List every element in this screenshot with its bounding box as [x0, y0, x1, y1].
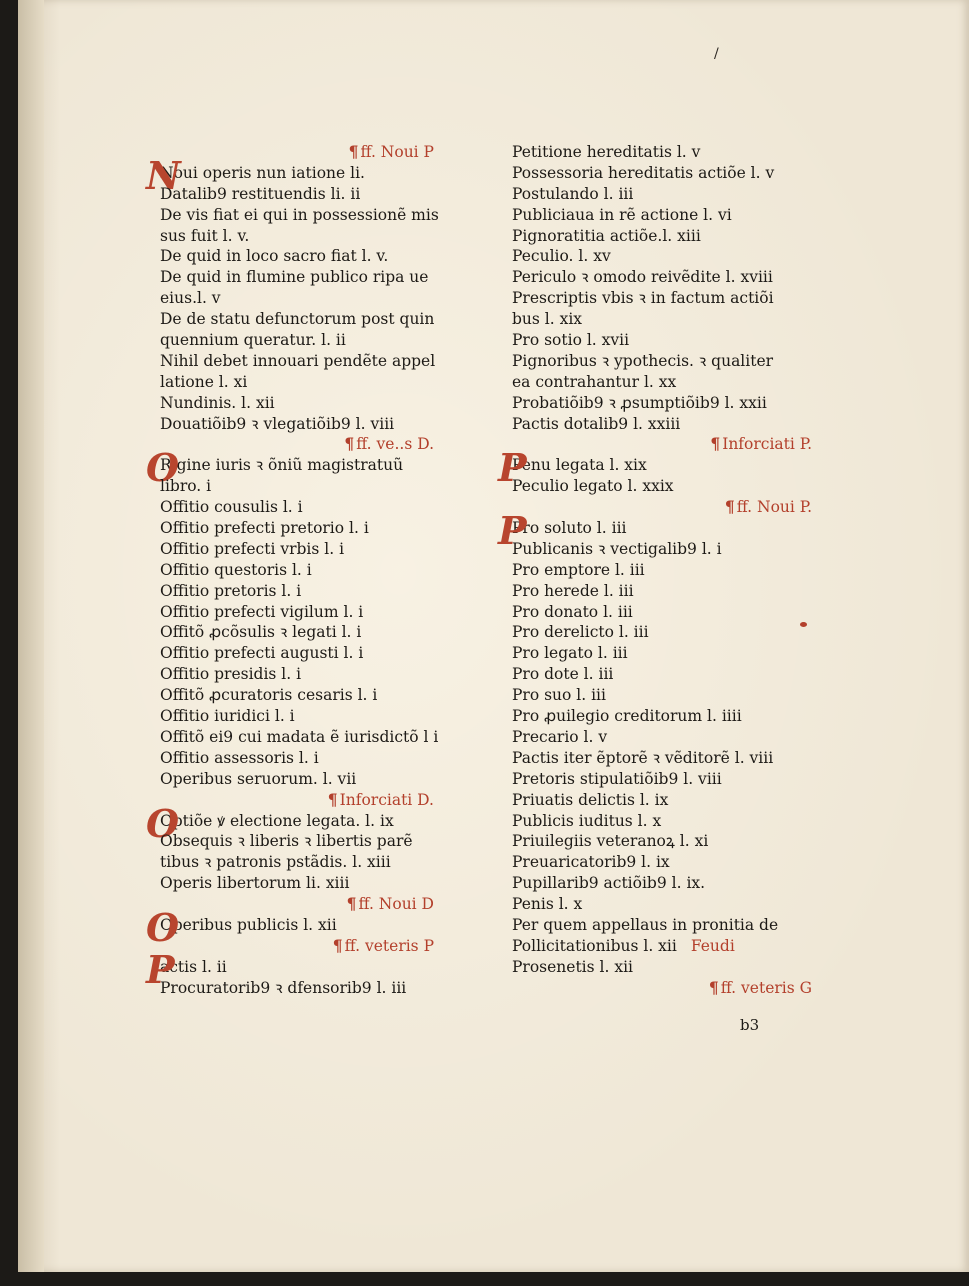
index-entry	[160, 602, 460, 623]
entry-text: ff. Noui D	[358, 895, 434, 914]
index-entry	[160, 393, 460, 414]
section-heading	[160, 434, 460, 455]
entry-text: Pro donato l. iii	[512, 602, 633, 621]
entry-text: ea contrahantur l. xx	[512, 372, 677, 391]
index-entry	[512, 351, 812, 372]
entry-text: Precario l. v	[512, 727, 608, 746]
index-entry	[512, 790, 812, 811]
entry-text: Pro legato l. iii	[512, 644, 628, 663]
entry-text: De quid in flumine publico ripa ue	[160, 268, 429, 287]
entry-text: Offitio iuridici l. i	[160, 707, 295, 726]
index-entry	[160, 372, 460, 393]
entry-text: quennium queratur. l. ii	[160, 331, 346, 350]
entry-text: libro. i	[160, 477, 212, 496]
index-entry	[160, 226, 460, 247]
entry-text: Noui operis nun iatione li.	[160, 163, 365, 182]
index-entry	[512, 811, 812, 832]
index-entry	[512, 748, 812, 769]
entry-text: Nundinis. l. xii	[160, 393, 275, 412]
entry-text: Pretoris stipulatiõib9 l. viii	[512, 769, 722, 788]
entry-text: tibus ꝛ patronis pstãdis. l. xiii	[160, 853, 391, 872]
index-entry	[512, 288, 812, 309]
entry-text: Possessoria hereditatis actiõe l. v	[512, 163, 775, 182]
entry-text: Pro emptore l. iii	[512, 560, 645, 579]
index-entry	[512, 560, 812, 581]
index-entry	[160, 706, 460, 727]
index-entry	[512, 957, 812, 978]
pilcrow-icon: ¶	[346, 894, 357, 914]
index-entry	[512, 894, 812, 915]
index-entry	[512, 727, 812, 748]
index-entry	[160, 518, 460, 539]
entry-text: Offitio prefecti vigilum l. i	[160, 602, 364, 621]
entry-text: De de statu defunctorum post quin	[160, 310, 435, 329]
entry-text: Pactis iter ẽptorẽ ꝛ vẽditorẽ l. viii	[512, 748, 774, 767]
pilcrow-icon: ¶	[332, 935, 343, 955]
entry-text: Offitio questoris l. i	[160, 560, 312, 579]
pilcrow-icon: ¶	[724, 497, 735, 517]
entry-text: Offitõ ꝓcuratoris cesaris l. i	[160, 686, 378, 705]
entry-text: Prescriptis vbis ꝛ in factum actiõi	[512, 289, 774, 308]
entry-text: Pactis dotalib9 l. xxiii	[512, 414, 681, 433]
index-entry	[512, 664, 812, 685]
entry-text: Nihil debet innouari pendẽte appel	[160, 351, 436, 370]
rubric-tail: Feudi	[690, 936, 735, 955]
entry-text: Pro ꝓuilegio creditorum l. iiii	[512, 707, 742, 726]
section-heading	[512, 978, 812, 999]
section-heading	[512, 497, 812, 518]
index-entry	[160, 664, 460, 685]
entry-text: Pro derelicto l. iii	[512, 623, 649, 642]
entry-text: Pro soluto l. iii	[512, 519, 627, 538]
index-entry	[512, 622, 812, 643]
index-entry	[160, 852, 460, 873]
entry-text: Pro dote l. iii	[512, 665, 614, 684]
index-entry	[512, 539, 812, 560]
rubricated-initial: P	[498, 445, 527, 491]
ink-stroke-mark: /	[714, 46, 719, 62]
index-entry	[160, 622, 460, 643]
index-entry	[160, 831, 460, 852]
entry-text: Procuratorib9 ꝛ dfensorib9 l. iii	[160, 978, 407, 997]
index-entry	[160, 873, 460, 894]
rubricated-initial: P	[146, 946, 175, 992]
entry-text: Offitõ ei9 cui madata ẽ iurisdictõ l i	[160, 727, 439, 746]
entry-text: Obsequis ꝛ liberis ꝛ libertis parẽ	[160, 832, 413, 851]
entry-text: Per quem appellaus in pronitia de	[512, 915, 779, 934]
entry-text: Pro suo l. iii	[512, 686, 606, 705]
entry-text: Pro sotio l. xvii	[512, 331, 630, 350]
rubricated-initial: P	[498, 508, 527, 554]
index-entry	[160, 351, 460, 372]
entry-text: Inforciati P.	[722, 435, 812, 454]
index-entry	[512, 831, 812, 852]
index-entry	[160, 497, 460, 518]
entry-text: Offitio prefecti augusti l. i	[160, 644, 364, 663]
index-entry	[512, 706, 812, 727]
index-entry	[160, 330, 460, 351]
index-entry	[512, 581, 812, 602]
entry-text: Offitio prefecti pretorio l. i	[160, 519, 369, 538]
left-column	[146, 142, 460, 999]
index-entry	[160, 560, 460, 581]
index-entry	[160, 288, 460, 309]
section-heading	[160, 142, 460, 163]
entry-text: Operis libertorum li. xiii	[160, 874, 350, 893]
entry-text: Petitione hereditatis l. v	[512, 143, 701, 161]
binding-gutter	[18, 0, 44, 1272]
index-entry	[160, 748, 460, 769]
section-heading	[512, 434, 812, 455]
index-entry	[512, 852, 812, 873]
entry-text: sus fuit l. v.	[160, 226, 250, 245]
rubricated-initial: O	[146, 800, 180, 846]
index-entry	[512, 873, 812, 894]
right-column	[498, 142, 812, 999]
entry-text: Pignoratitia actiõe.l. xiii	[512, 226, 701, 245]
entry-text: ff. veteris G	[720, 978, 812, 997]
entry-text: ff. ve..s D.	[356, 435, 434, 454]
index-entry	[512, 915, 812, 936]
entry-text: actis l. ii	[160, 957, 227, 976]
section-heading	[160, 936, 460, 957]
entry-text: Probatiõib9 ꝛ ꝓsumptiõib9 l. xxii	[512, 393, 767, 412]
entry-text: Offitio assessoris l. i	[160, 748, 319, 767]
entry-text: Inforciati D.	[339, 790, 434, 809]
entry-text: ff. veteris P	[344, 936, 434, 955]
rubricated-initial: O	[146, 445, 180, 491]
pilcrow-icon: ¶	[348, 142, 359, 161]
entry-text: Penis l. x	[512, 895, 583, 914]
index-entry	[512, 142, 812, 163]
entry-text: Postulando l. iii	[512, 184, 634, 203]
entry-text: Peculio legato l. xxix	[512, 477, 674, 496]
index-entry	[160, 184, 460, 205]
entry-text: Datalib9 restituendis li. ii	[160, 184, 361, 203]
index-entry	[512, 936, 812, 957]
entry-text: Priuilegiis veteranoꝝ l. xi	[512, 832, 709, 851]
index-entry	[512, 205, 812, 226]
entry-text: eius.l. v	[160, 289, 221, 308]
pilcrow-icon: ¶	[708, 977, 719, 997]
index-entry	[160, 476, 460, 497]
index-entry	[512, 476, 812, 497]
entry-text: ff. Noui P.	[736, 498, 812, 517]
index-entry	[160, 581, 460, 602]
index-entry	[512, 163, 812, 184]
entry-text: Douatiõib9 ꝛ vlegatiõib9 l. viii	[160, 414, 395, 433]
index-entry	[160, 727, 460, 748]
entry-text: Publiciaua in rẽ actione l. vi	[512, 205, 732, 224]
entry-text: Offitio cousulis l. i	[160, 498, 303, 517]
index-entry	[160, 205, 460, 226]
entry-text: Publicis iuditus l. x	[512, 811, 662, 830]
pilcrow-icon: ¶	[344, 434, 355, 454]
rubricated-initial: O	[146, 904, 180, 950]
index-entry	[512, 602, 812, 623]
index-entry	[160, 267, 460, 288]
entry-text: Pro herede l. iii	[512, 581, 634, 600]
entry-text: latione l. xi	[160, 372, 248, 391]
entry-text: De quid in loco sacro fiat l. v.	[160, 247, 389, 266]
section-heading	[160, 790, 460, 811]
index-entry	[160, 978, 460, 999]
entry-text: Operibus publicis l. xii	[160, 915, 337, 934]
entry-text: Peculio. l. xv	[512, 247, 611, 266]
rubricated-initial: N	[146, 152, 181, 198]
index-entry	[512, 769, 812, 790]
index-entry	[512, 393, 812, 414]
entry-text: Offitio presidis l. i	[160, 665, 302, 684]
entry-text: Offitõ ꝓcõsulis ꝛ legati l. i	[160, 623, 362, 642]
index-entry	[160, 769, 460, 790]
entry-text: Pignoribus ꝛ ypothecis. ꝛ qualiter	[512, 351, 774, 370]
index-entry	[160, 414, 460, 435]
signature-mark: b3	[740, 1016, 760, 1034]
index-entry	[512, 330, 812, 351]
entry-text: Offitio pretoris l. i	[160, 581, 302, 600]
index-entry	[512, 309, 812, 330]
entry-text: Rigine iuris ꝛ õniũ magistratuũ	[160, 456, 404, 475]
pilcrow-icon: ¶	[327, 789, 338, 809]
entry-text: Penu legata l. xix	[512, 456, 647, 475]
index-entry	[160, 309, 460, 330]
pilcrow-icon: ¶	[710, 434, 721, 454]
index-entry	[512, 643, 812, 664]
index-entry	[512, 685, 812, 706]
entry-text: ff. Noui P	[360, 143, 434, 161]
entry-text: Publicanis ꝛ vectigalib9 l. i	[512, 539, 722, 558]
entry-text: Preuaricatorib9 l. ix	[512, 853, 670, 872]
index-entry	[512, 246, 812, 267]
index-entry	[160, 246, 460, 267]
entry-text: Periculo ꝛ omodo reivẽdite l. xviii	[512, 268, 773, 287]
index-entry	[512, 267, 812, 288]
entry-text: Optiõe ꝟ electione legata. l. ix	[160, 811, 394, 830]
entry-text: Priuatis delictis l. ix	[512, 790, 669, 809]
index-entry	[512, 226, 812, 247]
entry-text: Prosenetis l. xii	[512, 957, 633, 976]
entry-text: bus l. xix	[512, 310, 583, 329]
entry-text: De vis fiat ei qui in possessionẽ mis	[160, 205, 439, 224]
entry-text: Offitio prefecti vrbis l. i	[160, 539, 345, 558]
index-entry	[160, 643, 460, 664]
entry-text: Pupillarib9 actiõib9 l. ix.	[512, 874, 706, 893]
index-entry	[512, 414, 812, 435]
entry-text: Operibus seruorum. l. vii	[160, 769, 357, 788]
index-entry	[160, 539, 460, 560]
entry-text: Pollicitationibus l. xii	[512, 936, 677, 955]
section-heading	[160, 894, 460, 915]
index-entry	[512, 184, 812, 205]
index-entry	[512, 372, 812, 393]
index-entry	[160, 685, 460, 706]
